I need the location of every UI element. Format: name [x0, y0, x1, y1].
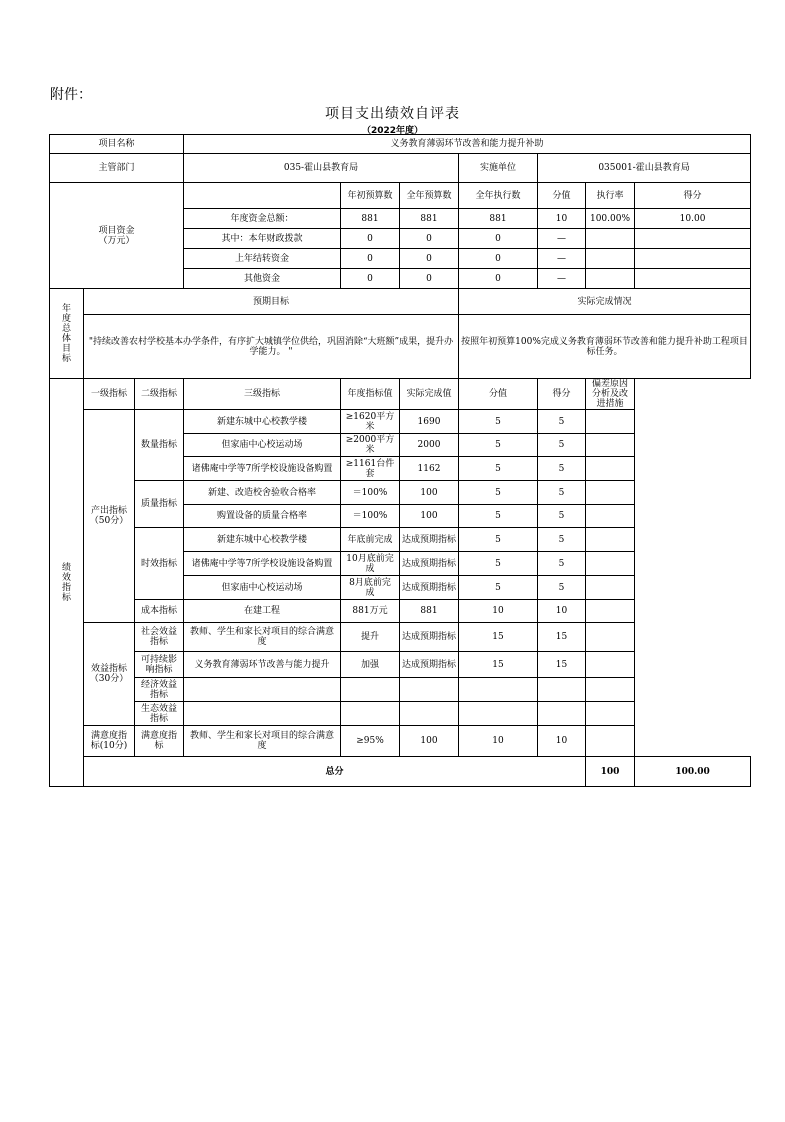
indicator-name: 诸佛庵中学等7所学校设施设备购置 [184, 552, 341, 576]
dept-label: 主管部门 [50, 154, 184, 183]
expected-goal-text: "持续改善农村学校基本办学条件，有序扩大城镇学位供给，巩固消除“大班额”成果，提升办学能力。 " [84, 315, 459, 379]
indicator-row [50, 678, 751, 702]
timeliness-indicator-label: 时效指标 [135, 528, 184, 600]
social-indicator-label: 社会效益 指标 [135, 623, 184, 652]
indicator-row [50, 410, 751, 434]
indicator-points [459, 702, 538, 726]
funds-label-line1: 项目资金 [98, 225, 135, 236]
indicator-score: 10 [538, 726, 586, 757]
indicator-actual: 100 [400, 505, 459, 528]
dept-value: 035-霍山县教育局 [184, 154, 459, 183]
funds-row-label: 其他资金 [184, 269, 341, 289]
funds-row-initial: 0 [341, 249, 400, 269]
indicator-row [50, 702, 751, 726]
funds-header-blank [184, 183, 341, 209]
indicator-deviation [586, 434, 635, 457]
indicator-row [50, 481, 751, 505]
indicator-score [538, 702, 586, 726]
cost-indicator-label: 成本指标 [135, 600, 184, 623]
funds-row-initial: 0 [341, 269, 400, 289]
funds-row-score [635, 249, 751, 269]
funds-row-rate [586, 229, 635, 249]
indicator-score: 5 [538, 505, 586, 528]
indicator-name: 新建、改造校舍验收合格率 [184, 481, 341, 505]
ecology-indicator-label: 生态效益 指标 [135, 702, 184, 726]
header-points: 分值 [459, 379, 538, 410]
indicator-deviation [586, 481, 635, 505]
indicator-deviation [586, 652, 635, 678]
department-row [50, 154, 751, 183]
funds-header-row [50, 183, 751, 209]
output-indicator-label: 产出指标 （50分） [84, 410, 135, 623]
indicator-target: 年底前完成 [341, 528, 400, 552]
indicator-actual: 1162 [400, 457, 459, 481]
indicator-actual: 达成预期指标 [400, 623, 459, 652]
goals-side-label: 年 度 总 体 目 标 [50, 289, 84, 379]
funds-row-label: 上年结转资金 [184, 249, 341, 269]
indicator-points: 5 [459, 457, 538, 481]
indicator-name: 教师、学生和家长对项目的综合满意度 [184, 726, 341, 757]
header-level2: 二级指标 [135, 379, 184, 410]
impl-value: 035001-霍山县教育局 [538, 154, 751, 183]
indicator-target: ≥1161台件 套 [341, 457, 400, 481]
indicators-side-label: 绩 效 指 标 [50, 379, 84, 787]
funds-row-rate [586, 269, 635, 289]
quantity-indicator-label: 数量指标 [135, 410, 184, 481]
indicator-actual: 达成预期指标 [400, 528, 459, 552]
funds-row-points: — [538, 269, 586, 289]
self-evaluation-table [49, 134, 751, 787]
indicator-actual: 达成预期指标 [400, 652, 459, 678]
indicator-target: 加强 [341, 652, 400, 678]
indicator-actual: 2000 [400, 434, 459, 457]
indicator-points: 15 [459, 623, 538, 652]
year-label: （2022年度） [361, 126, 424, 136]
project-name-value: 义务教育薄弱环节改善和能力提升补助 [184, 135, 751, 154]
indicator-name [184, 678, 341, 702]
funds-header-points: 分值 [538, 183, 586, 209]
header-level3: 三级指标 [184, 379, 341, 410]
goals-header-row [50, 289, 751, 315]
indicator-name [184, 702, 341, 726]
quality-indicator-label: 质量指标 [135, 481, 184, 528]
indicator-score: 15 [538, 652, 586, 678]
indicator-name: 购置设备的质量合格率 [184, 505, 341, 528]
funds-row-executed: 0 [459, 269, 538, 289]
indicator-actual: 881 [400, 600, 459, 623]
indicator-target: ≥1620平方 米 [341, 410, 400, 434]
indicator-deviation [586, 623, 635, 652]
funds-row-executed: 0 [459, 249, 538, 269]
indicator-name: 诸佛庵中学等7所学校设施设备购置 [184, 457, 341, 481]
indicator-actual: 达成预期指标 [400, 552, 459, 576]
funds-row-initial: 0 [341, 229, 400, 249]
indicator-points: 10 [459, 600, 538, 623]
indicator-target [341, 702, 400, 726]
funds-row-points: — [538, 249, 586, 269]
indicator-points: 5 [459, 528, 538, 552]
funds-header-rate: 执行率 [586, 183, 635, 209]
funds-header-score: 得分 [635, 183, 751, 209]
funds-row-annual: 0 [400, 229, 459, 249]
total-score: 100.00 [635, 757, 751, 787]
indicator-target: 8月底前完 成 [341, 576, 400, 600]
funds-row-label: 年度资金总额： [184, 209, 341, 229]
indicator-target: ≥2000平方 米 [341, 434, 400, 457]
funds-row-executed: 881 [459, 209, 538, 229]
indicator-points: 5 [459, 481, 538, 505]
indicator-actual: 1690 [400, 410, 459, 434]
indicator-points: 5 [459, 576, 538, 600]
total-row [50, 757, 751, 787]
indicator-deviation [586, 576, 635, 600]
funds-row-score: 10.00 [635, 209, 751, 229]
indicator-deviation [586, 726, 635, 757]
indicator-points [459, 678, 538, 702]
indicator-score: 10 [538, 600, 586, 623]
indicator-points: 10 [459, 726, 538, 757]
indicator-row [50, 652, 751, 678]
indicator-actual [400, 678, 459, 702]
indicator-target: ＝100% [341, 505, 400, 528]
funds-row-executed: 0 [459, 229, 538, 249]
indicator-name: 在建工程 [184, 600, 341, 623]
indicator-row [50, 623, 751, 652]
indicator-target: 10月底前完 成 [341, 552, 400, 576]
goals-content-row [50, 315, 751, 379]
indicator-row [50, 600, 751, 623]
project-name-label: 项目名称 [50, 135, 184, 154]
indicator-score: 15 [538, 623, 586, 652]
indicator-score: 5 [538, 528, 586, 552]
total-label: 总分 [84, 757, 586, 787]
benefit-indicator-label: 效益指标 （30分） [84, 623, 135, 726]
funds-row-score [635, 229, 751, 249]
sustain-indicator-label: 可持续影 响指标 [135, 652, 184, 678]
funds-label-line2: （万元） [98, 235, 135, 246]
indicator-deviation [586, 678, 635, 702]
indicator-score: 5 [538, 481, 586, 505]
satisfaction-indicator-label: 满意度指 标(10分) [84, 726, 135, 757]
header-score: 得分 [538, 379, 586, 410]
indicator-points: 5 [459, 505, 538, 528]
actual-completion-header: 实际完成情况 [459, 289, 751, 315]
indicator-points: 5 [459, 552, 538, 576]
funds-row-label: 其中：本年财政拨款 [184, 229, 341, 249]
indicator-score: 5 [538, 576, 586, 600]
attachment-label: 附件： [50, 87, 92, 103]
indicator-target: ＝100% [341, 481, 400, 505]
funds-header-executed: 全年执行数 [459, 183, 538, 209]
impl-label: 实施单位 [459, 154, 538, 183]
header-actual: 实际完成值 [400, 379, 459, 410]
indicator-actual: 100 [400, 481, 459, 505]
header-deviation: 偏差原因分析及改进措施 [586, 379, 635, 410]
indicator-target: 提升 [341, 623, 400, 652]
indicator-actual: 100 [400, 726, 459, 757]
indicator-score: 5 [538, 552, 586, 576]
funds-row-score [635, 269, 751, 289]
indicator-name: 新建东城中心校教学楼 [184, 410, 341, 434]
indicator-target: 881万元 [341, 600, 400, 623]
funds-row-rate: 100.00% [586, 209, 635, 229]
page-title: 项目支出绩效自评表 [325, 106, 460, 122]
total-points: 100 [586, 757, 635, 787]
economic-indicator-label: 经济效益 指标 [135, 678, 184, 702]
indicators-header-row [50, 379, 751, 410]
indicator-actual: 达成预期指标 [400, 576, 459, 600]
indicator-actual [400, 702, 459, 726]
funds-row-annual: 881 [400, 209, 459, 229]
actual-completion-text: 按照年初预算100%完成义务教育薄弱环节改善和能力提升补助工程项目标任务。 [459, 315, 751, 379]
indicator-name: 但家庙中心校运动场 [184, 434, 341, 457]
indicator-points: 5 [459, 410, 538, 434]
funds-row-points: 10 [538, 209, 586, 229]
indicator-name: 新建东城中心校教学楼 [184, 528, 341, 552]
indicator-name: 义务教育薄弱环节改善与能力提升 [184, 652, 341, 678]
indicator-target: ≥95% [341, 726, 400, 757]
funds-row-annual: 0 [400, 269, 459, 289]
expected-goal-header: 预期目标 [84, 289, 459, 315]
indicator-deviation [586, 552, 635, 576]
funds-label [50, 183, 184, 289]
indicator-target [341, 678, 400, 702]
indicator-deviation [586, 457, 635, 481]
header-level1: 一级指标 [84, 379, 135, 410]
indicator-score: 5 [538, 410, 586, 434]
project-name-row [50, 135, 751, 154]
funds-row-annual: 0 [400, 249, 459, 269]
header-target: 年度指标值 [341, 379, 400, 410]
indicator-deviation [586, 702, 635, 726]
indicator-score [538, 678, 586, 702]
funds-header-initial: 年初预算数 [341, 183, 400, 209]
indicator-points: 5 [459, 434, 538, 457]
funds-row-points: — [538, 229, 586, 249]
indicator-points: 15 [459, 652, 538, 678]
indicator-name: 教师、学生和家长对项目的综合满意度 [184, 623, 341, 652]
indicator-deviation [586, 600, 635, 623]
indicator-row [50, 726, 751, 757]
funds-header-annual: 全年预算数 [400, 183, 459, 209]
indicator-score: 5 [538, 434, 586, 457]
indicator-deviation [586, 528, 635, 552]
indicator-deviation [586, 410, 635, 434]
funds-row-rate [586, 249, 635, 269]
satisfaction-sub-label: 满意度指 标 [135, 726, 184, 757]
indicator-name: 但家庙中心校运动场 [184, 576, 341, 600]
indicator-score: 5 [538, 457, 586, 481]
funds-row-initial: 881 [341, 209, 400, 229]
indicator-row [50, 528, 751, 552]
indicator-deviation [586, 505, 635, 528]
